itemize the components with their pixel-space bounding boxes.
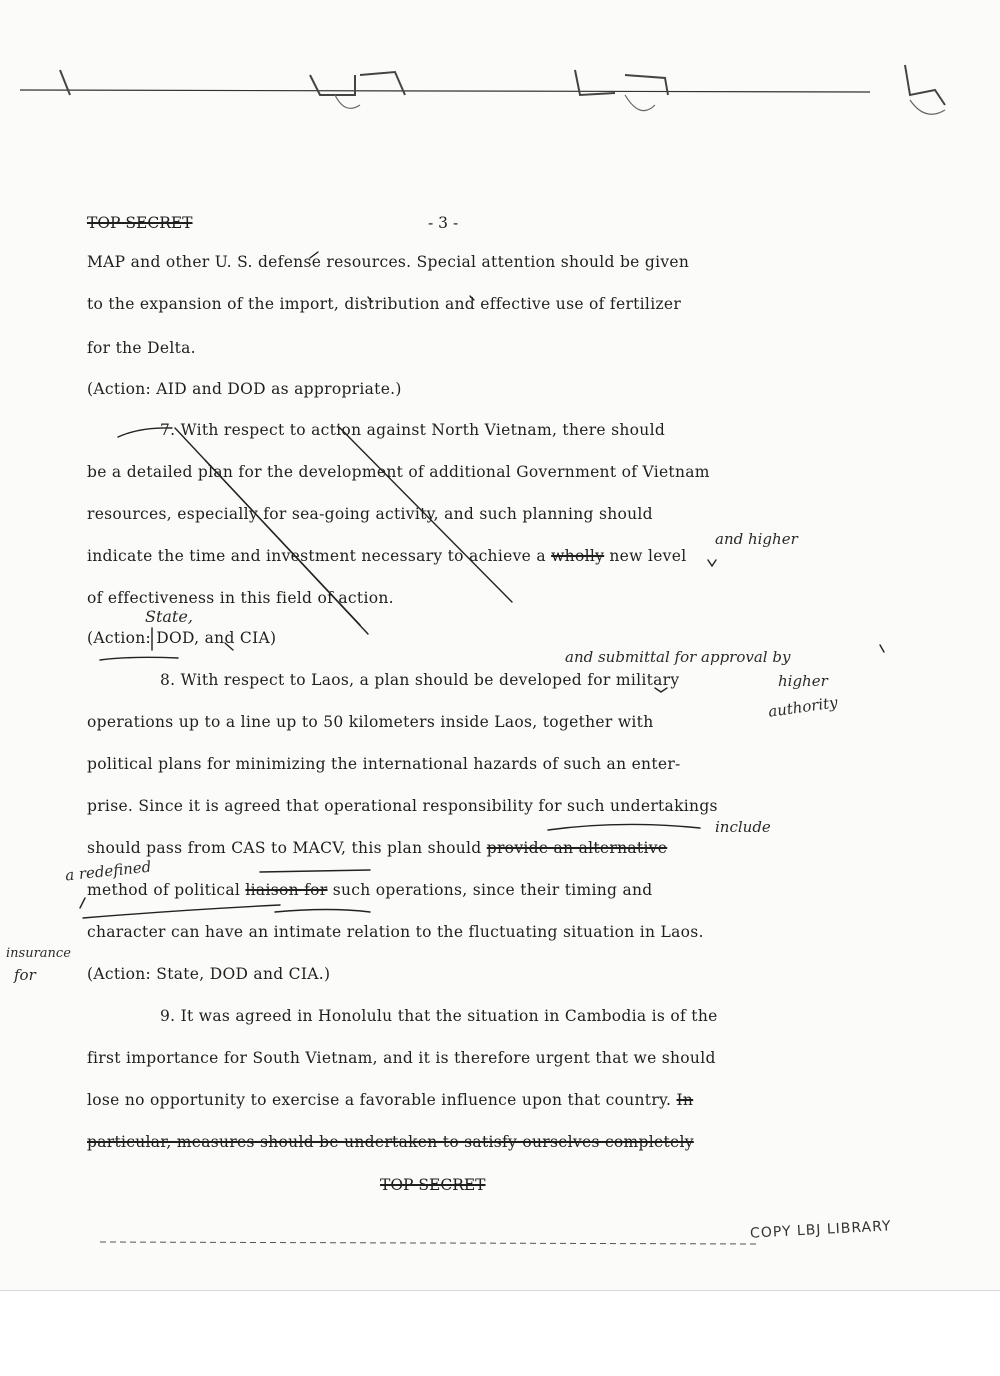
text-segment: lose no opportunity to exercise a favorable influence upon that country. xyxy=(87,1091,677,1109)
paragraph-7-line: of effectiveness in this field of action. xyxy=(87,589,394,607)
paragraph-8-line: character can have an intimate relation to the fluctuating situation in Laos. xyxy=(87,923,704,941)
library-stamp: COPY LBJ LIBRARY xyxy=(749,1218,892,1242)
paragraph-7-line: be a detailed plan for the development of additional Government of Vietnam xyxy=(87,463,710,481)
text-line: to the expansion of the import, distribution and effective use of fertilizer xyxy=(87,295,682,313)
paragraph-9-line: 9. It was agreed in Honolulu that the situation in Cambodia is of the xyxy=(160,1007,718,1025)
paragraph-8-line: 8. With respect to Laos, a plan should be developed for military xyxy=(160,671,680,689)
handwritten-note: authority xyxy=(767,693,839,721)
handwritten-note: State, xyxy=(145,607,193,626)
handwritten-note: higher xyxy=(778,672,828,690)
paragraph-7-line: 7. With respect to action against North Vietnam, there should xyxy=(160,421,666,439)
action-line: (Action: State, DOD and CIA.) xyxy=(87,965,331,983)
struck-text: wholly xyxy=(551,547,605,565)
struck-text: provide an alternative xyxy=(486,839,668,857)
paragraph-8-line: prise. Since it is agreed that operational responsibility for such undertakings xyxy=(87,797,718,815)
handwritten-note: a redefined xyxy=(64,857,153,885)
footer-classification: TOP SECRET xyxy=(380,1176,486,1194)
handwritten-note: insurance xyxy=(6,946,71,961)
action-line: (Action: DOD, and CIA) xyxy=(87,629,277,647)
text-segment: such operations, since their timing and xyxy=(327,881,653,899)
handwritten-note: include xyxy=(715,818,771,836)
text-segment: method of political xyxy=(87,881,246,899)
struck-text: liaison for xyxy=(245,881,328,899)
paragraph-8-line: political plans for minimizing the international hazards of such an enter- xyxy=(87,755,681,773)
paragraph-9-line: first importance for South Vietnam, and it is therefore urgent that we should xyxy=(87,1049,716,1067)
header-classification: TOP SECRET xyxy=(87,214,193,232)
handwritten-note: and higher xyxy=(715,530,798,548)
page-number: - 3 - xyxy=(428,214,459,232)
paragraph-9-line: particular, measures should be undertaken to satisfy ourselves completely xyxy=(87,1133,694,1151)
paragraph-8-line: operations up to a line up to 50 kilometers inside Laos, together with xyxy=(87,713,654,731)
action-line: (Action: AID and DOD as appropriate.) xyxy=(87,380,402,398)
handwritten-note: for xyxy=(14,966,36,984)
text-segment: should pass from CAS to MACV, this plan should xyxy=(87,839,487,857)
paragraph-7-line: resources, especially for sea-going activity, and such planning should xyxy=(87,505,653,523)
text-line: for the Delta. xyxy=(87,339,196,357)
text-segment: indicate the time and investment necessary to achieve a xyxy=(87,547,552,565)
struck-text: In xyxy=(676,1091,694,1109)
text-segment: new level xyxy=(604,547,687,565)
scan-margin xyxy=(0,1290,1000,1376)
text-line: MAP and other U. S. defense resources. Special attention should be given xyxy=(87,253,690,271)
handwritten-note: and submittal for approval by xyxy=(565,648,791,666)
